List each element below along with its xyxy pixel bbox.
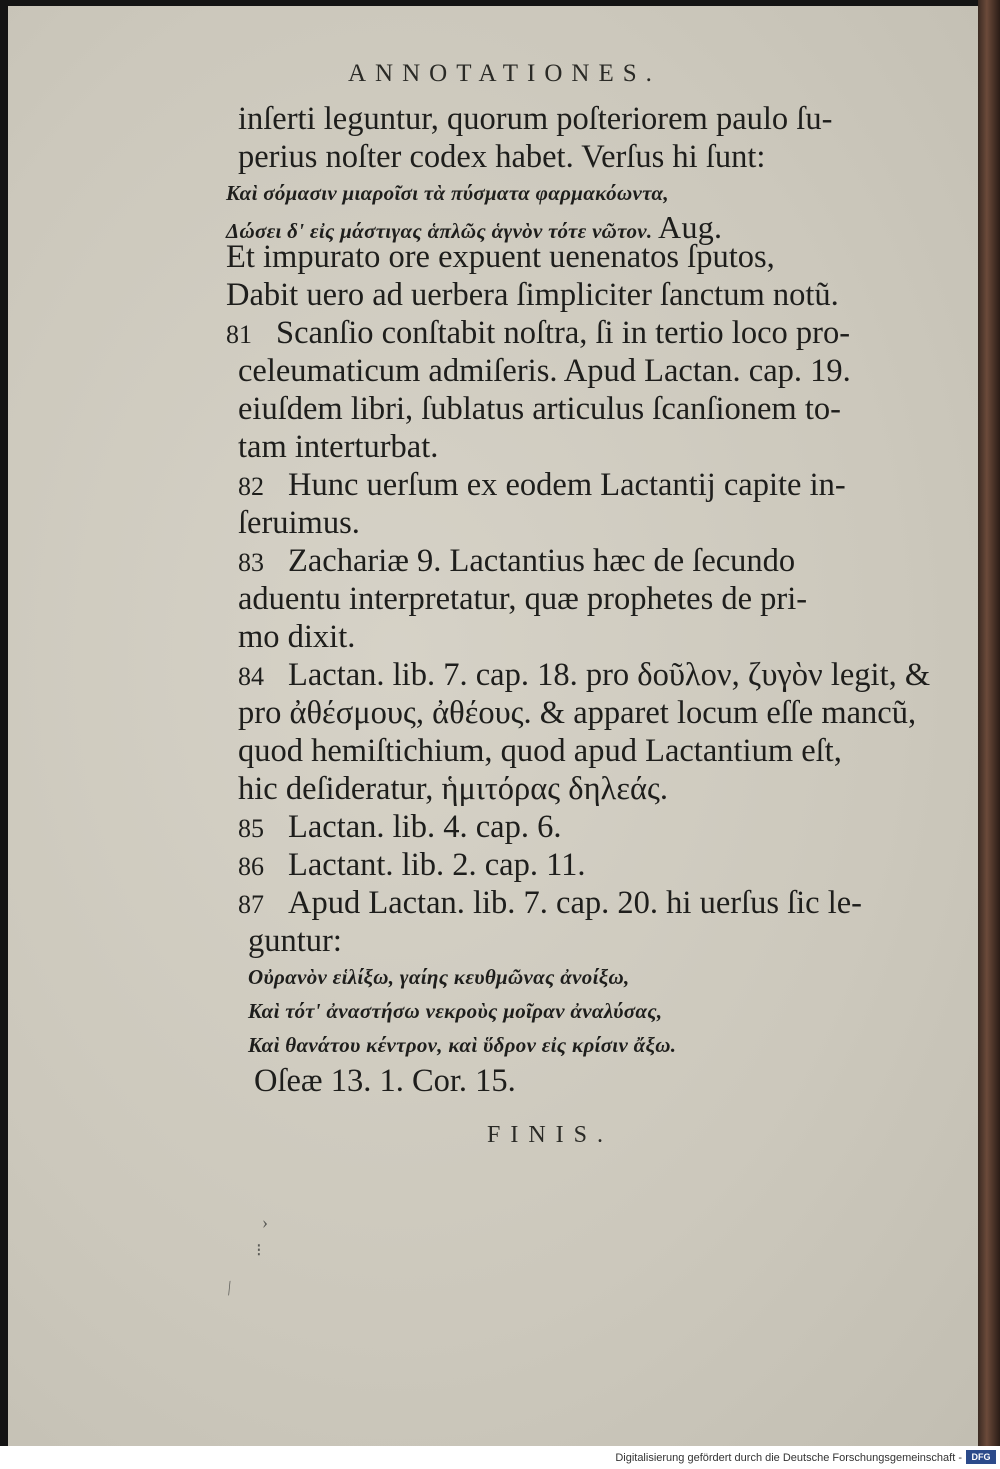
text-line: hic deſideratur, ἡμιτόρας δηλεάς. xyxy=(238,771,668,807)
ink-mark: ⁝ xyxy=(256,1240,262,1260)
text-line: quod hemiſtichium, quod apud Lactantium eſt, xyxy=(238,733,842,769)
ink-mark: › xyxy=(262,1212,268,1232)
aug-ref: Aug. xyxy=(658,209,723,245)
digitization-footer xyxy=(0,1446,1000,1469)
note-81: 81 Scanſio conſtabit noſtra, ſi in tertio loco pro- xyxy=(226,315,851,351)
note-85: 85 Lactan. lib. 4. cap. 6. xyxy=(238,809,562,845)
greek-line: Καὶ θανάτου κέντρον, καὶ ὕδρον εἰς κρίσιν ἄξω. xyxy=(248,1033,677,1057)
note-83: 83 Zachariæ 9. Lactantius hæc de ſecundo xyxy=(238,543,796,579)
annotation-text xyxy=(226,100,931,1100)
text-line: Et impurato ore expuent uenenatos ſputos, xyxy=(226,239,775,275)
note-87: 87 Apud Lactan. lib. 7. cap. 20. hi uerſus ſic le- xyxy=(238,885,863,921)
greek-line: Δώσει δ' εἰς μάστιγας ἁπλῶς ἁγνὸν τότε νῶτον. Aug. xyxy=(226,209,723,245)
text-line: pro ἀθέσμους, ἀθέους. & apparet locum eſſe mancũ, xyxy=(238,695,917,731)
text-line: inſerti leguntur, quorum poſteriorem paulo ſu- xyxy=(238,101,833,137)
greek-line: Καὶ σόμασιν μιαροῖσι τὰ πύσματα φαρμακόωντα, xyxy=(226,181,669,205)
text-line: tam interturbat. xyxy=(238,429,439,465)
text-line: Oſeæ 13. 1. Cor. 15. xyxy=(254,1063,516,1099)
dfg-logo: DFG xyxy=(966,1450,996,1464)
text-line: mo dixit. xyxy=(238,619,356,655)
ink-mark: ⁄ xyxy=(222,1278,236,1298)
binding-edge xyxy=(978,0,1000,1446)
text-line: Dabit uero ad uerbera ſimpliciter ſanctum notũ. xyxy=(226,277,839,313)
text-line: perius noſter codex habet. Verſus hi ſunt: xyxy=(238,139,766,175)
running-head: ANNOTATIONES. xyxy=(348,60,661,87)
greek-line: Οὐρανὸν εἱλίξω, γαίης κευθμῶνας ἀνοίξω, xyxy=(248,965,630,989)
note-84: 84 Lactan. lib. 7. cap. 18. pro δοῦλον, ζυγὸν legit, & xyxy=(238,657,931,693)
text-line: guntur: xyxy=(248,923,342,959)
text-line: celeumaticum admiſeris. Apud Lactan. cap. 19. xyxy=(238,353,851,389)
text-line: ſeruimus. xyxy=(238,505,360,541)
footer-text: Digitalisierung gefördert durch die Deutsche Forschungsgemeinschaft - xyxy=(615,1452,962,1464)
note-82: 82 Hunc uerſum ex eodem Lactantij capite in- xyxy=(238,467,846,503)
finis-mark: FINIS. xyxy=(487,1122,614,1148)
text-line: aduentu interpretatur, quæ prophetes de pri- xyxy=(238,581,808,617)
greek-line: Καὶ τότ' ἀναστήσω νεκροὺς μοῖραν ἀναλύσας, xyxy=(248,999,663,1023)
note-86: 86 Lactant. lib. 2. cap. 11. xyxy=(238,847,586,883)
text-line: eiuſdem libri, ſublatus articulus ſcanſionem to- xyxy=(238,391,841,427)
